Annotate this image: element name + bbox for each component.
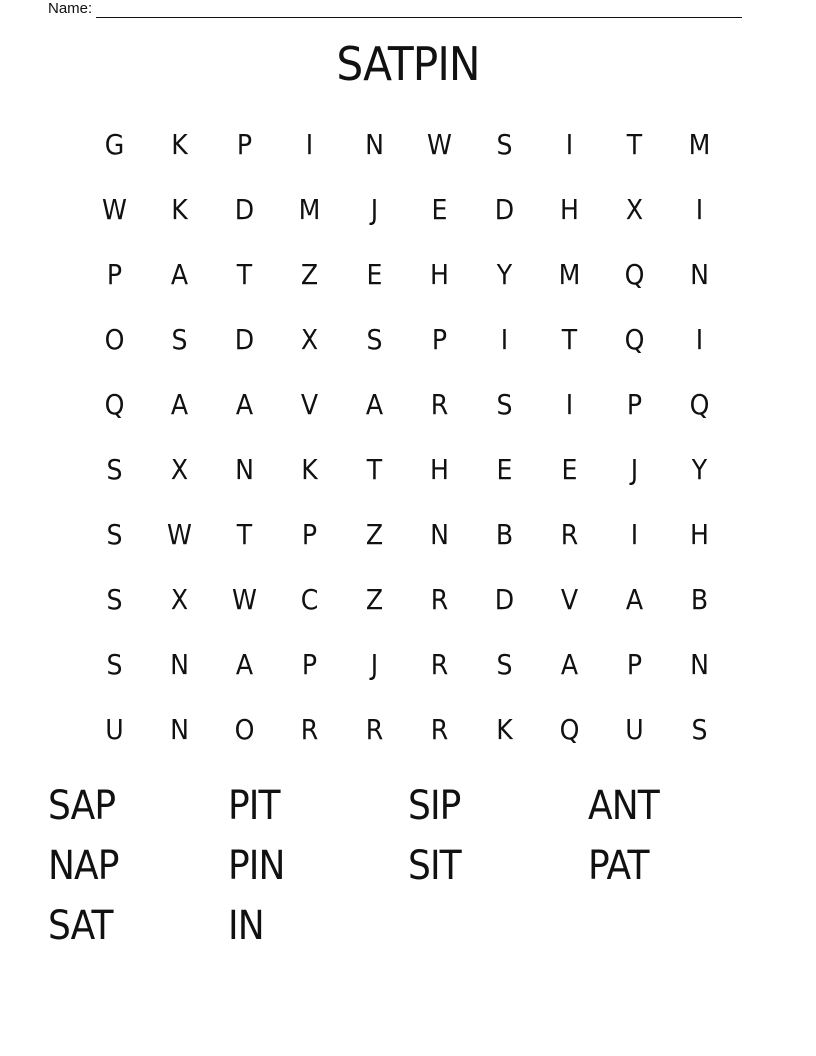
grid-letter: D — [494, 583, 515, 616]
grid-letter: H — [560, 193, 579, 226]
name-line — [96, 2, 742, 18]
grid-letter: V — [560, 583, 579, 616]
grid-letter: J — [370, 193, 379, 226]
grid-letter: U — [625, 713, 644, 746]
grid-letter: W — [427, 128, 452, 161]
grid-letter: Q — [104, 388, 125, 421]
grid-letter: S — [496, 128, 513, 161]
word-bank-item: SIP — [408, 783, 461, 829]
grid-letter: S — [366, 323, 383, 356]
grid-letter: X — [170, 583, 189, 616]
grid-letter: T — [236, 518, 253, 551]
grid-letter: S — [691, 713, 708, 746]
word-bank-item: PIN — [228, 843, 285, 889]
grid-letter: B — [495, 518, 514, 551]
grid-letter: O — [104, 323, 125, 356]
grid-letter: K — [301, 453, 318, 486]
word-bank-item: SIT — [408, 843, 461, 889]
grid-letter: R — [300, 713, 319, 746]
grid-letter: I — [500, 323, 509, 356]
grid-letter: O — [234, 713, 255, 746]
grid-letter: I — [630, 518, 639, 551]
grid-letter: A — [560, 648, 579, 681]
grid-letter: N — [235, 453, 254, 486]
word-bank-item: PAT — [588, 843, 649, 889]
grid-letter: S — [106, 518, 123, 551]
grid-letter: A — [365, 388, 384, 421]
grid-letter: Q — [689, 388, 710, 421]
grid-letter: R — [430, 583, 449, 616]
grid-letter: T — [561, 323, 578, 356]
word-bank-item: SAT — [48, 903, 113, 949]
grid-letter: R — [430, 388, 449, 421]
grid-letter: S — [171, 323, 188, 356]
grid-letter: P — [431, 323, 448, 356]
grid-letter: X — [170, 453, 189, 486]
grid-letter: S — [496, 648, 513, 681]
grid-letter: S — [496, 388, 513, 421]
grid-letter: M — [558, 258, 581, 291]
grid-letter: X — [300, 323, 319, 356]
grid-letter: R — [365, 713, 384, 746]
grid-letter: J — [370, 648, 379, 681]
page-title: SATPIN — [336, 37, 480, 91]
grid-letter: R — [560, 518, 579, 551]
grid-letter: T — [366, 453, 383, 486]
grid-letter: E — [431, 193, 448, 226]
grid-letter: A — [170, 258, 189, 291]
word-bank-item: PIT — [228, 783, 280, 829]
grid-letter: D — [234, 323, 255, 356]
grid-letter: P — [301, 648, 318, 681]
grid-letter: N — [690, 648, 709, 681]
word-bank-item: NAP — [48, 843, 119, 889]
grid-letter: M — [298, 193, 321, 226]
grid-letter: B — [690, 583, 709, 616]
grid-letter: A — [625, 583, 644, 616]
grid-letter: Z — [365, 583, 384, 616]
word-bank-item: SAP — [48, 783, 116, 829]
grid-letter: S — [106, 648, 123, 681]
grid-letter: Z — [300, 258, 319, 291]
letter-grid — [82, 112, 732, 762]
grid-letter: T — [236, 258, 253, 291]
grid-letter: K — [496, 713, 513, 746]
grid-letter: M — [688, 128, 711, 161]
grid-letter: P — [626, 388, 643, 421]
name-label: Name: — [48, 0, 93, 17]
grid-letter: R — [430, 648, 449, 681]
name-field — [48, 0, 742, 18]
grid-letter: H — [430, 258, 449, 291]
grid-letter: P — [106, 258, 123, 291]
grid-letter: A — [170, 388, 189, 421]
grid-letter: K — [171, 128, 188, 161]
grid-letter: W — [102, 193, 127, 226]
grid-letter: E — [496, 453, 513, 486]
grid-letter: W — [167, 518, 192, 551]
grid-letter: H — [690, 518, 709, 551]
grid-letter: H — [430, 453, 449, 486]
grid-letter: I — [695, 193, 704, 226]
grid-letter: S — [106, 583, 123, 616]
grid-letter: G — [104, 128, 125, 161]
grid-letter: T — [626, 128, 643, 161]
grid-letter: N — [170, 713, 189, 746]
grid-letter: E — [366, 258, 383, 291]
grid-letter: Z — [365, 518, 384, 551]
grid-letter: N — [365, 128, 384, 161]
grid-letter: S — [106, 453, 123, 486]
grid-letter: K — [171, 193, 188, 226]
grid-letter: I — [305, 128, 314, 161]
grid-letter: A — [235, 648, 254, 681]
grid-letter: P — [301, 518, 318, 551]
grid-letter: D — [234, 193, 255, 226]
grid-letter: N — [430, 518, 449, 551]
grid-letter: E — [561, 453, 578, 486]
grid-letter: Q — [624, 323, 645, 356]
grid-letter: R — [430, 713, 449, 746]
grid-letter: V — [300, 388, 319, 421]
word-bank-item: ANT — [588, 783, 659, 829]
grid-letter: X — [625, 193, 644, 226]
grid-letter: C — [300, 583, 319, 616]
grid-letter: D — [494, 193, 515, 226]
word-bank — [48, 776, 768, 956]
grid-letter: N — [170, 648, 189, 681]
grid-letter: P — [236, 128, 253, 161]
grid-letter: N — [690, 258, 709, 291]
grid-letter: Q — [559, 713, 580, 746]
word-bank-item: IN — [228, 903, 264, 949]
grid-letter: A — [235, 388, 254, 421]
grid-letter: Q — [624, 258, 645, 291]
grid-letter: J — [630, 453, 639, 486]
grid-letter: I — [565, 128, 574, 161]
grid-letter: Y — [691, 453, 708, 486]
grid-letter: U — [105, 713, 124, 746]
grid-letter: I — [695, 323, 704, 356]
grid-letter: I — [565, 388, 574, 421]
grid-letter: Y — [496, 258, 513, 291]
grid-letter: W — [232, 583, 257, 616]
grid-letter: P — [626, 648, 643, 681]
